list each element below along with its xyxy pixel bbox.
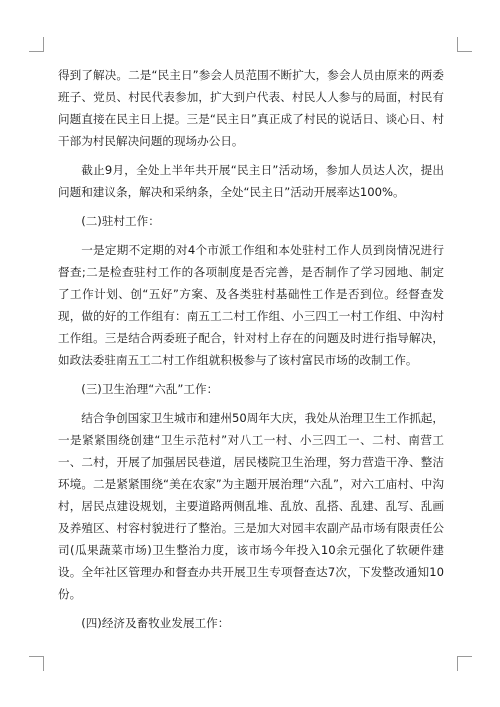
crop-mark-bottom-right — [457, 656, 472, 671]
crop-mark-top-right — [457, 37, 472, 52]
document-body — [58, 64, 444, 641]
crop-mark-bottom-left — [29, 656, 44, 671]
crop-mark-top-left — [29, 37, 44, 52]
paragraph-democracy-day-statistics: 截止9月，全处上半年共开展“民主日”活动场，参加人员达人次，提出问题和建议条，解决和采纳条，全处“民主日”活动开展率达100%。 — [58, 163, 444, 199]
section-heading-village-work: (二)驻村工作： — [81, 214, 160, 228]
paragraph-democracy-day-continued: 得到了解决。二是“民主日”参会人员范围不断扩大，参会人员由原来的两委班子、党员、村民代表参加，扩大到户代表、村民人人参与的局面，村民有问题直接在民主日上提。三是“民主日”真正成了村民的说话日、谈心日、村干部为村民解决问题的现场办公日。 — [58, 68, 444, 148]
section-heading-economy: (四)经济及畜牧业发展工作： — [81, 616, 230, 630]
paragraph-village-work: 一是定期不定期的对4个市派工作组和本处驻村工作人员到岗情况进行督查;二是检查驻村工作的各项制度是否完善，是否制作了学习园地、制定了工作计划、创“五好”方案、及各类驻村基础性工作是否到位。经督查发现，做的好的工作组有：南五工二村工作组、小三四工一村工作组、中沟村工作组。三是结合两委班子配合，针对村上存在的问题及时进行指导解决，如政法委驻南五工二村工作组就积极参与了该村富民市场的改制工作。 — [58, 243, 444, 367]
paragraph-sanitation: 结合争创国家卫生城市和建州50周年大庆，我处从治理卫生工作抓起，一是紧紧围绕创建“卫生示范村”对八工一村、小三四工一、二村、南营工一、二村，开展了加强居民巷道，居民楼院卫生治理，努力营造干净、整洁环境。二是紧紧围绕“美在农家”为主题开展治理“六乱”，对六工庙村、中沟村，居民点建设规划，主要道路两侧乱堆、乱放、乱搭、乱建、乱写、乱画及养殖区、村容村貌进行了整治。三是加大对园丰农副产品市场有限责任公司(瓜果蔬菜市场)卫生整治力度，该市场今年投入10余元强化了软硬件建设。全年社区管理办和督查办共开展卫生专项督查达7次，下发整改通知10份。 — [58, 411, 444, 601]
section-heading-sanitation: (三)卫生治理“六乱”工作： — [81, 382, 219, 396]
